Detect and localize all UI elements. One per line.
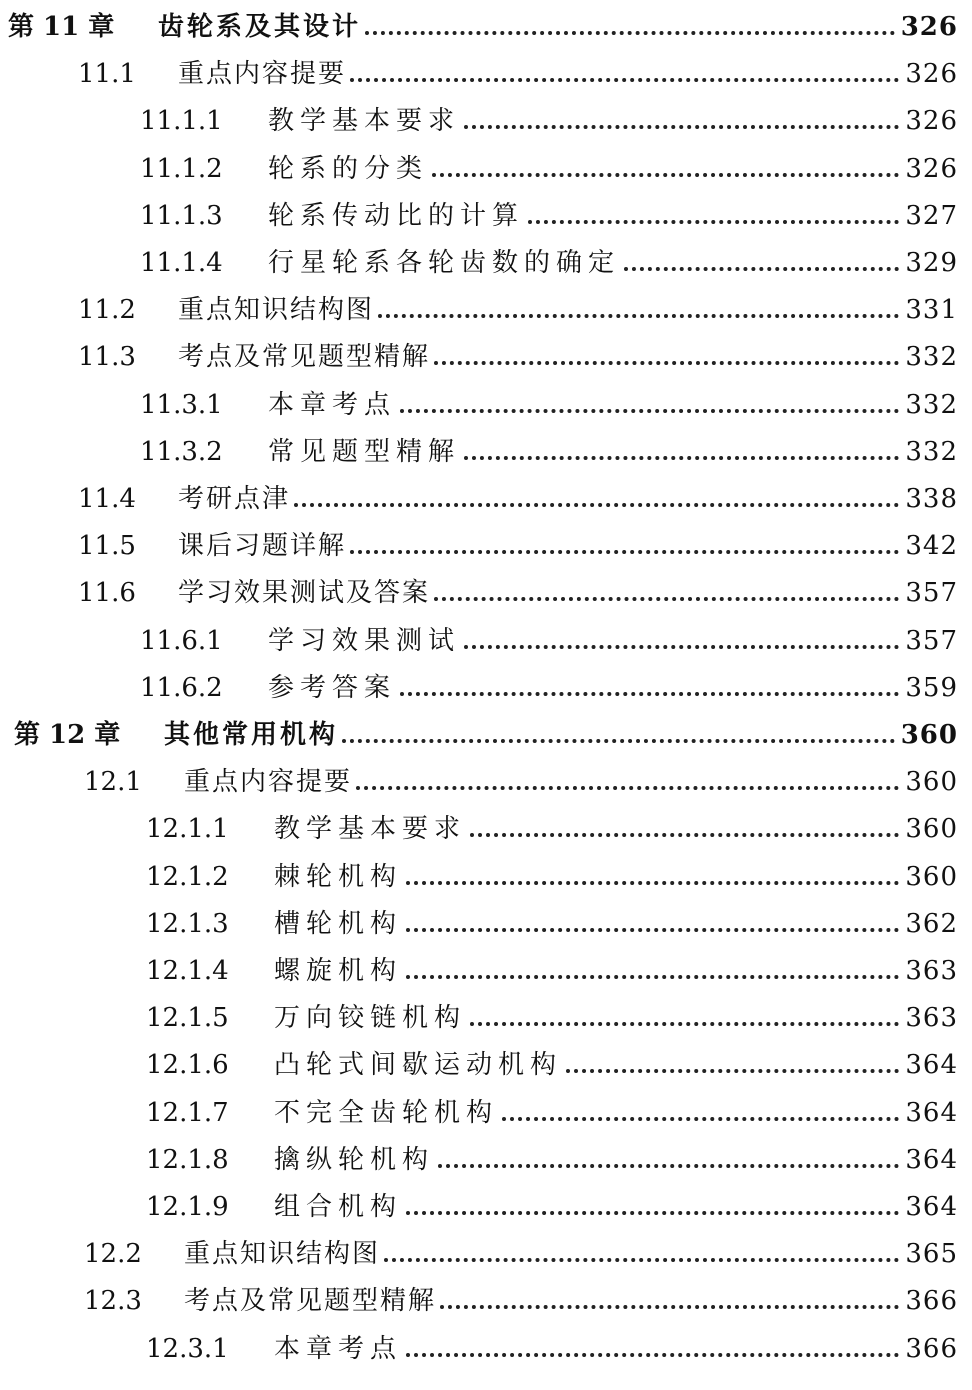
toc-entry-title: 组合机构 xyxy=(274,1192,403,1222)
toc-entry-number: 12.1.5 xyxy=(146,1003,229,1034)
dot-leader xyxy=(400,409,899,413)
toc-entry-page: 357 xyxy=(905,578,958,609)
dot-leader xyxy=(378,314,899,318)
toc-entry-number: 12.1.6 xyxy=(146,1050,229,1081)
toc-entry-number: 11.1.3 xyxy=(140,200,223,231)
toc-entry-number: 11.3.2 xyxy=(140,436,223,467)
toc-entry[interactable] xyxy=(146,1185,958,1229)
dot-leader xyxy=(470,1022,899,1026)
toc-entry[interactable] xyxy=(140,241,958,285)
toc-entry-page: 326 xyxy=(905,106,958,137)
toc-entry-page: 357 xyxy=(905,625,958,656)
toc-entry-page: 362 xyxy=(905,908,958,939)
dot-leader xyxy=(434,597,899,601)
toc-entry-title: 重点知识结构图 xyxy=(184,1239,381,1270)
toc-entry-title: 教学基本要求 xyxy=(268,106,461,137)
toc-entry-title: 轮系的分类 xyxy=(268,153,429,184)
toc-entry-page: 332 xyxy=(905,389,958,420)
dot-leader xyxy=(440,1305,899,1309)
toc-entry-page: 338 xyxy=(905,484,958,514)
toc-entry-title: 参考答案 xyxy=(268,672,397,703)
toc-entry-number: 12.3 xyxy=(84,1286,142,1317)
dot-leader xyxy=(294,503,899,507)
toc-entry-page: 326 xyxy=(905,153,958,184)
toc-entry[interactable] xyxy=(78,288,958,332)
toc-entry[interactable] xyxy=(78,477,958,521)
toc-entry[interactable] xyxy=(140,383,958,427)
dot-leader xyxy=(464,645,899,649)
dot-leader xyxy=(432,173,899,177)
toc-entry-page: 366 xyxy=(905,1333,958,1364)
dot-leader xyxy=(384,1258,899,1262)
toc-entry-page: 360 xyxy=(905,814,958,845)
toc-entry-page: 332 xyxy=(905,436,958,467)
toc-entry[interactable] xyxy=(140,666,958,710)
toc-entry-page: 364 xyxy=(905,1144,958,1175)
toc-entry-number: 11.5 xyxy=(78,531,136,562)
toc-entry-title: 万向铰链机构 xyxy=(274,1003,467,1034)
toc-entry-title: 槽轮机构 xyxy=(274,908,403,939)
toc-entry-title: 重点知识结构图 xyxy=(178,295,375,326)
toc-entry[interactable] xyxy=(140,194,958,238)
dot-leader xyxy=(342,739,895,743)
dot-leader xyxy=(356,786,899,790)
dot-leader xyxy=(406,1353,899,1357)
toc-entry[interactable] xyxy=(140,430,958,474)
dot-leader xyxy=(400,692,899,696)
dot-leader xyxy=(406,881,899,885)
dot-leader xyxy=(438,1164,899,1168)
toc-entry-number: 11.6.1 xyxy=(140,625,223,656)
toc-entry-number: 11.1.1 xyxy=(140,106,223,137)
toc-entry[interactable] xyxy=(140,619,958,663)
toc-entry-number: 12.1.4 xyxy=(146,956,229,986)
toc-entry-title: 凸轮式间歇运动机构 xyxy=(274,1050,563,1081)
dot-leader xyxy=(365,31,895,35)
toc-entry-title: 教学基本要求 xyxy=(274,814,467,845)
dot-leader xyxy=(502,1117,899,1121)
dot-leader xyxy=(624,267,899,271)
toc-entry-title: 本章考点 xyxy=(274,1333,403,1364)
toc-entry-page: 366 xyxy=(905,1286,958,1317)
toc-entry-title: 轮系传动比的计算 xyxy=(268,200,525,231)
toc-entry-number: 11.2 xyxy=(78,295,136,326)
toc-entry-title: 考研点津 xyxy=(178,484,291,514)
toc-entry[interactable] xyxy=(78,571,958,615)
toc-entry-page: 360 xyxy=(905,767,958,798)
toc-entry-number: 第 11 章 xyxy=(8,12,115,42)
toc-entry-title: 齿轮系及其设计 xyxy=(158,12,362,42)
dot-leader xyxy=(406,1211,899,1215)
toc-entry-title: 常见题型精解 xyxy=(268,436,461,467)
toc-entry-page: 360 xyxy=(900,720,958,750)
toc-entry-page: 329 xyxy=(905,248,958,278)
toc-entry-number: 11.1 xyxy=(78,59,136,90)
toc-entry-page: 327 xyxy=(905,200,958,231)
toc-entry[interactable] xyxy=(146,1327,958,1371)
dot-leader xyxy=(470,833,899,837)
dot-leader xyxy=(406,975,899,979)
toc-entry[interactable] xyxy=(78,52,958,96)
toc-entry-page: 360 xyxy=(905,861,958,892)
toc-entry[interactable] xyxy=(146,902,958,946)
dot-leader xyxy=(406,928,899,932)
toc-entry-page: 359 xyxy=(905,672,958,703)
toc-entry-title: 学习效果测试 xyxy=(268,625,461,656)
toc-entry[interactable] xyxy=(84,1279,958,1323)
toc-entry[interactable] xyxy=(14,713,958,757)
toc-entry-number: 11.1.2 xyxy=(140,153,223,184)
toc-entry-title: 本章考点 xyxy=(268,389,397,420)
toc-entry-number: 12.1.3 xyxy=(146,908,229,939)
toc-entry-page: 364 xyxy=(905,1050,958,1081)
dot-leader xyxy=(464,456,899,460)
toc-entry-number: 11.1.4 xyxy=(140,248,223,278)
toc-entry[interactable] xyxy=(78,524,958,568)
toc-entry-title: 课后习题详解 xyxy=(178,531,347,562)
toc-entry-page: 326 xyxy=(905,59,958,90)
toc-entry-title: 棘轮机构 xyxy=(274,861,403,892)
toc-entry-title: 考点及常见题型精解 xyxy=(178,342,431,373)
toc-entry-number: 12.1.8 xyxy=(146,1144,229,1175)
toc-entry-number: 11.3.1 xyxy=(140,389,223,420)
toc-entry-title: 不完全齿轮机构 xyxy=(274,1097,499,1128)
toc-entry[interactable] xyxy=(146,1091,958,1135)
toc-entry[interactable] xyxy=(146,807,958,851)
toc-entry-page: 342 xyxy=(905,531,958,562)
toc-entry-title: 重点内容提要 xyxy=(178,59,347,90)
toc-entry-page: 364 xyxy=(905,1192,958,1222)
dot-leader xyxy=(350,78,899,82)
toc-entry-title: 行星轮系各轮齿数的确定 xyxy=(268,248,621,278)
toc-entry[interactable] xyxy=(84,760,958,804)
toc-entry[interactable] xyxy=(140,99,958,143)
toc-entry-title: 螺旋机构 xyxy=(274,956,403,986)
toc-entry-title: 擒纵轮机构 xyxy=(274,1144,435,1175)
toc-entry-number: 12.1.1 xyxy=(146,814,229,845)
toc-entry-title: 重点内容提要 xyxy=(184,767,353,798)
dot-leader xyxy=(464,125,899,129)
toc-entry-number: 12.1 xyxy=(84,767,142,798)
toc-entry-number: 12.3.1 xyxy=(146,1333,229,1364)
toc-entry[interactable] xyxy=(8,5,958,49)
toc-entry[interactable] xyxy=(146,1043,958,1087)
toc-entry-page: 364 xyxy=(905,1097,958,1128)
toc-entry-number: 12.2 xyxy=(84,1239,142,1270)
toc-entry-title: 其他常用机构 xyxy=(164,720,339,750)
dot-leader xyxy=(434,361,899,365)
toc-entry-number: 12.1.9 xyxy=(146,1192,229,1222)
toc-entry-title: 考点及常见题型精解 xyxy=(184,1286,437,1317)
toc-entry-number: 第 12 章 xyxy=(14,720,121,750)
toc-entry[interactable] xyxy=(78,335,958,379)
toc-entry[interactable] xyxy=(146,1138,958,1182)
toc-entry[interactable] xyxy=(146,996,958,1040)
dot-leader xyxy=(566,1069,899,1073)
toc-entry-number: 11.6 xyxy=(78,578,136,609)
toc-entry-number: 11.3 xyxy=(78,342,136,373)
toc-entry-title: 学习效果测试及答案 xyxy=(178,578,431,609)
toc-entry-number: 12.1.2 xyxy=(146,861,229,892)
toc-entry-page: 363 xyxy=(905,956,958,986)
toc-entry-number: 11.4 xyxy=(78,484,136,514)
dot-leader xyxy=(350,550,899,554)
toc-entry-page: 365 xyxy=(905,1239,958,1270)
toc-entry-page: 363 xyxy=(905,1003,958,1034)
toc-entry-number: 11.6.2 xyxy=(140,672,223,703)
toc-entry[interactable] xyxy=(84,1232,958,1276)
toc-entry-page: 331 xyxy=(905,295,958,326)
toc-entry-page: 332 xyxy=(905,342,958,373)
toc-entry-page: 326 xyxy=(900,12,958,42)
toc-entry[interactable] xyxy=(146,949,958,993)
toc-entry[interactable] xyxy=(140,147,958,191)
toc-entry[interactable] xyxy=(146,855,958,899)
toc-entry-number: 12.1.7 xyxy=(146,1097,229,1128)
dot-leader xyxy=(528,220,899,224)
